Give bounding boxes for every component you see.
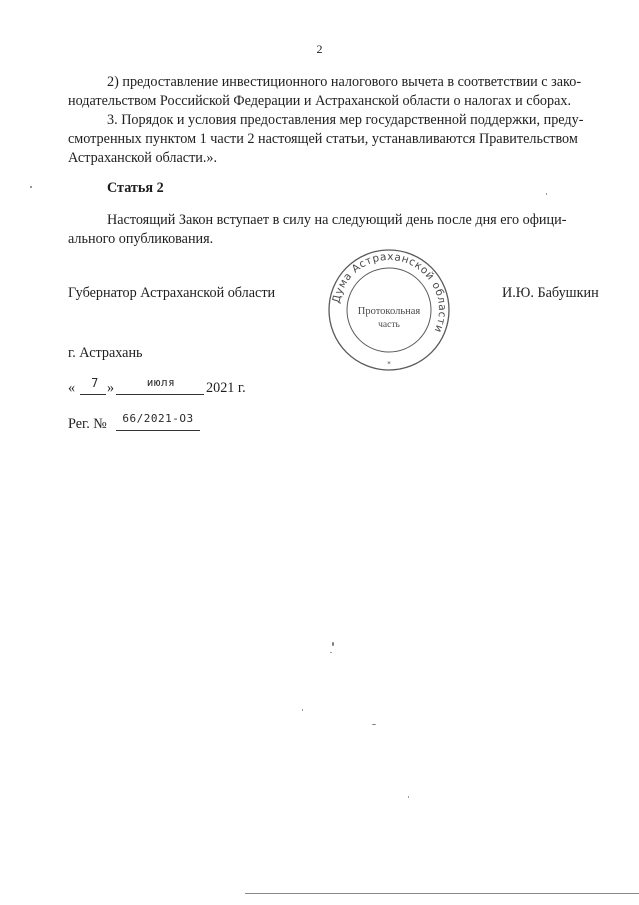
governor-name: И.Ю. Бабушкин	[502, 285, 599, 301]
date-day-underline	[80, 394, 106, 395]
stamp-center-line-1: Протокольная	[357, 306, 421, 317]
scan-speck	[546, 193, 547, 195]
stamp-star-icon: *	[387, 360, 391, 368]
scan-bottom-edge	[245, 893, 639, 894]
city-line: г. Астрахань	[68, 345, 143, 361]
stamp-ring-text: Дума Астраханской области	[330, 250, 449, 335]
date-month: июля	[146, 376, 176, 389]
scan-speck	[30, 186, 32, 188]
paragraph-1-line-1: 2) предоставление инвестиционного налогового вычета в соответствии с зако-	[107, 74, 582, 90]
article-heading: Статья 2	[107, 180, 164, 196]
scan-speck	[372, 724, 376, 725]
stamp-center-line-2: часть	[378, 320, 400, 330]
paragraph-2-line-3: Астраханской области.».	[68, 150, 218, 166]
paragraph-2-line-2: смотренных пунктом 1 части 2 настоящей статьи, устанавливаются Правительством	[68, 131, 578, 147]
scan-speck	[408, 796, 409, 798]
registration-number: 66/2021-ОЗ	[122, 412, 194, 425]
date-open-quote: «	[68, 380, 76, 396]
scan-speck	[302, 709, 303, 711]
date-month-underline	[116, 394, 204, 395]
official-stamp	[327, 248, 451, 372]
page-number: 2	[316, 42, 323, 56]
date-year: 2021 г.	[206, 380, 246, 396]
scan-speck	[330, 652, 332, 653]
scan-speck	[332, 642, 334, 646]
date-day: 7	[91, 376, 99, 390]
governor-title: Губернатор Астраханской области	[68, 285, 276, 301]
paragraph-3-line-1: Настоящий Закон вступает в силу на следующий день после дня его офици-	[107, 212, 567, 228]
date-close-quote: »	[107, 380, 115, 396]
paragraph-3-line-2: ального опубликования.	[68, 231, 214, 247]
paragraph-2-line-1: 3. Порядок и условия предоставления мер государственной поддержки, преду-	[107, 112, 584, 128]
registration-label: Рег. №	[68, 416, 107, 432]
registration-underline	[116, 430, 200, 431]
paragraph-1-line-2: нодательством Российской Федерации и Астраханской области о налогах и сборах.	[68, 93, 572, 109]
